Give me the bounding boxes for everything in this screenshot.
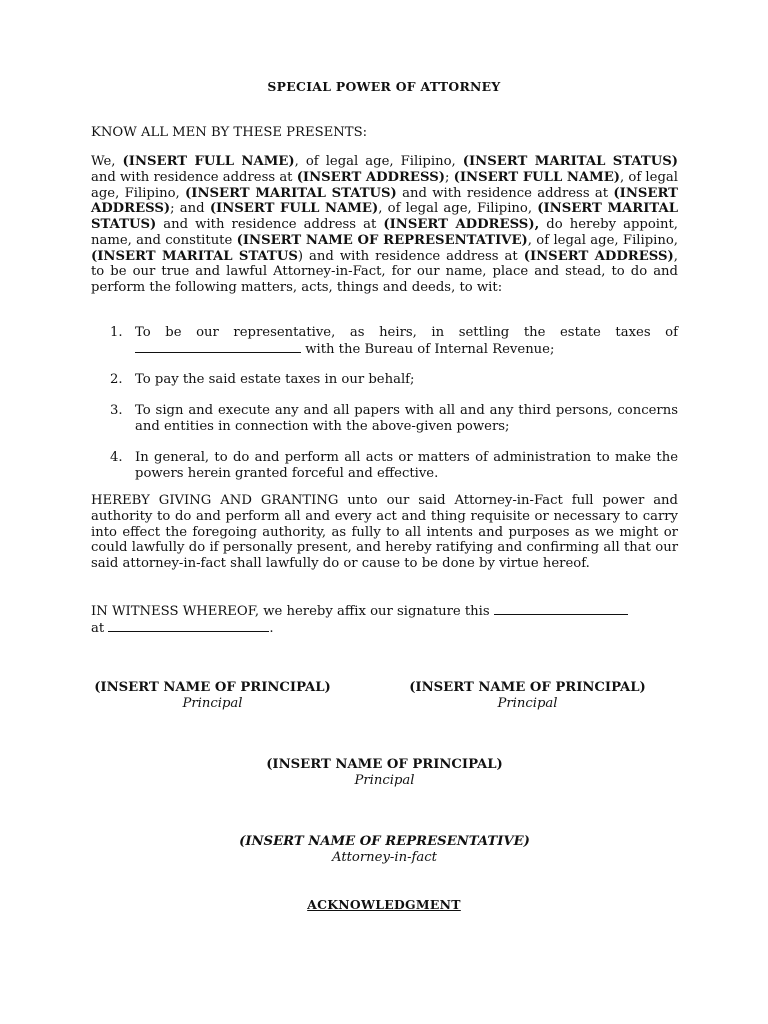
principals-paragraph: We, (INSERT FULL NAME), of legal age, Filipino, (INSERT MARITAL STATUS) and with residence address at (INSERT ADDRESS); (INSERT FULL NAME), of legal age, Filipino, (INSERT MARITAL STATUS) and with residence address at (INSERT ADDRESS); and (INSERT FULL NAME), of legal age, Filipino, (INSERT MARITAL STATUS) and with residence address at (INSERT ADDRESS), do hereby appoint, name, and constitute (INSERT NAME OF REPRESENTATIVE), of legal age, Filipino, (INSERT MARITAL STATUS) and with residence address at (INSERT ADDRESS), to be our true and lawful Attorney-in-Fact, for our name, place and stead, to do and perform the following matters, acts, things and deeds, to wit: [91,154,679,295]
signatory-role: Principal [497,696,558,711]
signatory-role: Principal [182,696,243,711]
signature-block-principal [70,680,355,712]
witness-paragraph: IN WITNESS WHEREOF, we hereby affix our signature this at . [91,603,678,637]
list-item-text: To pay the said estate taxes in our behalf; [135,372,415,387]
granting-paragraph: HEREBY GIVING AND GRANTING unto our said Attorney-in-Fact full power and authority to do and perform all and every act and thing requisite or necessary to carry into effect the foregoing authority, as fully to all intents and purposes as we might or could lawfully do if personally present, and hereby ratifying and confirming all that our said attorney-in-fact shall lawfully do or cause to be done by virtue hereof. [91,493,678,571]
list-item-text: In general, to do and perform all acts or matters of administration to make the powers herein granted forceful and effective. [135,450,678,481]
placeholder-marital-status: (INSERT MARITAL STATUS) [91,201,678,232]
signatory-name: (INSERT NAME OF PRINCIPAL) [266,757,503,772]
placeholder-full-name: (INSERT FULL NAME) [122,154,295,169]
list-item [110,372,678,388]
list-item-number: 1. [110,325,123,340]
placeholder-marital-status: (INSERT MARITAL STATUS) [185,185,397,201]
signatory-role: Principal [354,773,415,788]
placeholder-marital-status: (INSERT MARITAL STATUS [91,248,298,264]
placeholder-full-name: (INSERT FULL NAME) [209,201,379,217]
signatory-name: (INSERT NAME OF PRINCIPAL) [94,680,331,695]
placeholder-address: (INSERT ADDRESS) [91,185,678,217]
placeholder-address: (INSERT ADDRESS) [523,248,674,264]
list-item-number: 3. [110,403,123,418]
know-all-men-heading: KNOW ALL MEN BY THESE PRESENTS: [91,125,368,140]
list-item-number: 4. [110,450,123,465]
list-item [110,403,678,435]
placeholder-marital-status: (INSERT MARITAL STATUS) [462,154,678,169]
signature-block-principal [385,680,670,712]
list-item: 1. To be our representative, as heirs, in settling the estate taxes of with the Bureau of Internal Revenue; [110,325,678,357]
fill-in-blank-estate[interactable] [135,341,301,353]
signatory-name: (INSERT NAME OF PRINCIPAL) [409,680,646,695]
fill-in-blank-place[interactable] [108,620,269,632]
signatory-name: (INSERT NAME OF REPRESENTATIVE) [239,834,530,849]
placeholder-representative-name: (INSERT NAME OF REPRESENTATIVE) [236,232,528,248]
fill-in-blank-date[interactable] [494,603,628,615]
placeholder-full-name: (INSERT FULL NAME) [453,169,621,185]
list-item-number: 2. [110,372,123,387]
list-item [110,450,678,482]
acknowledgment-heading: ACKNOWLEDGMENT [307,897,461,912]
signature-block-principal [242,757,527,789]
placeholder-address: (INSERT ADDRESS), [383,217,540,232]
document-title: SPECIAL POWER OF ATTORNEY [267,79,501,94]
placeholder-address: (INSERT ADDRESS) [296,169,445,185]
signatory-role: Attorney-in-fact [332,850,437,865]
list-item-text: To sign and execute any and all papers with all and any third persons, concerns and entities in connection with the above-given powers; [135,403,678,434]
signature-block-representative [202,834,567,866]
